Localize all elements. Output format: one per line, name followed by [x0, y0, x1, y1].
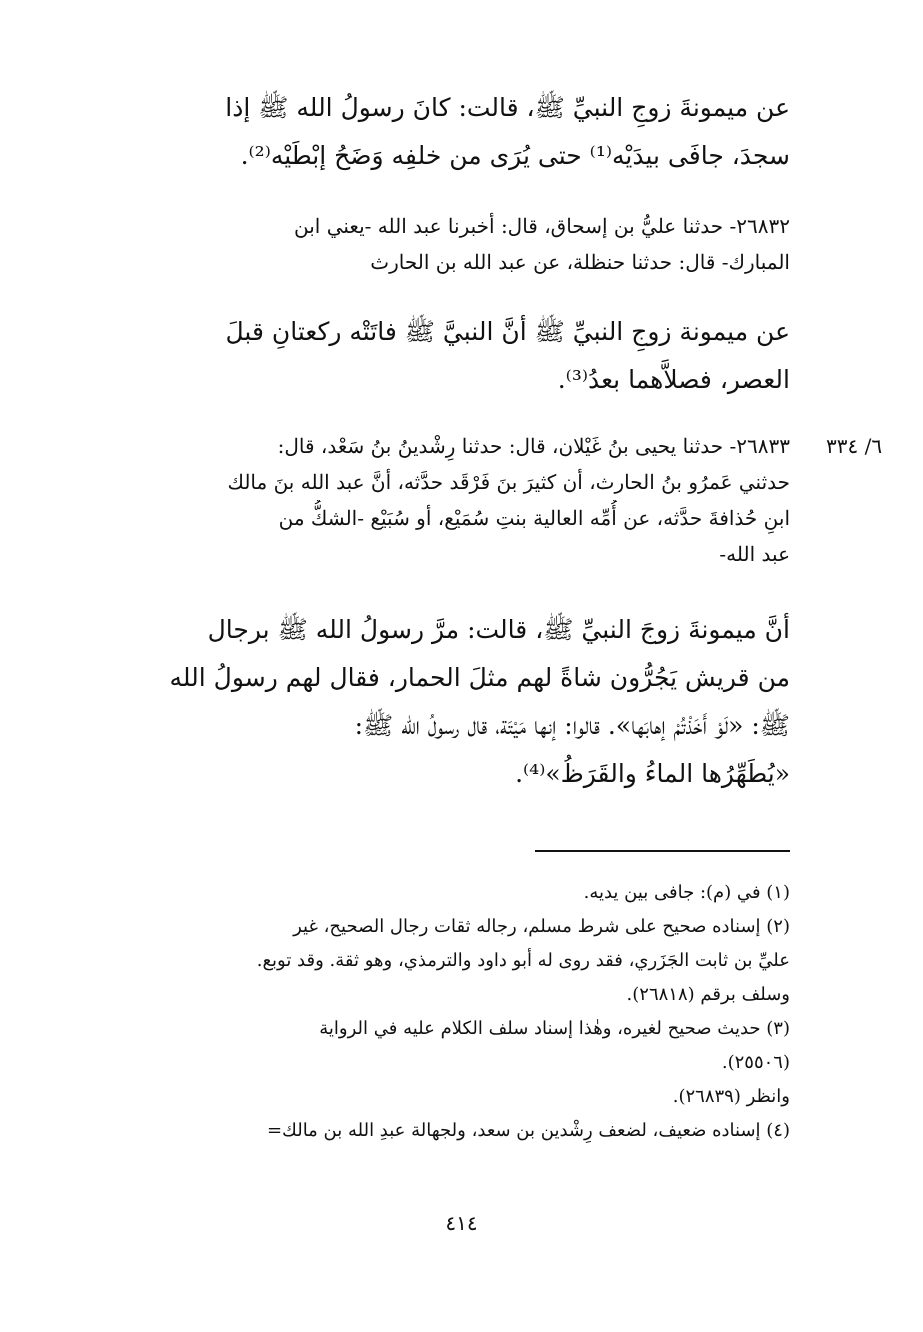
text-line: العصر، فصلاَّهما بعدُ⁽³⁾. — [557, 365, 790, 394]
footnote-3-cont: وانظر (٢٦٨٣٩). — [672, 1086, 790, 1107]
text-line: عن ميمونةَ زوجِ النبيِّ ﷺ، قالت: كانَ رسولُ الله ﷺ إذا — [225, 93, 790, 122]
text-line: عن ميمونة زوجِ النبيِّ ﷺ أنَّ النبيَّ ﷺ فاتَتْه ركعتانِ قبلَ — [225, 317, 790, 346]
footnotes — [82, 876, 790, 1148]
footnote-2: (٢) إسناده صحيح على شرط مسلم، رجاله ثقات رجال الصحيح، غير — [293, 916, 790, 937]
text-line: «يُطَهِّرُها الماءُ والقَرَظُ»⁽⁴⁾. — [515, 759, 790, 788]
text-line: ٢٦٨٣٣- حدثنا يحيى بنُ غَيْلان، قال: حدثنا رِشْدينُ بنُ سَعْد، قال: — [277, 434, 790, 458]
text-line: ﷺ: «لَوْ أَخَذْتُمْ إهابَها». قالوا: إنها مَيْتَة، قال رسولُ الله ﷺ: — [354, 711, 790, 740]
text-line: ابنِ حُذافةَ حدَّثه، عن أُمِّه العالية بنتِ سُمَيْع، أو سُبَيْع -الشكُّ من — [278, 506, 790, 530]
footnote-2-cont: وسلف برقم (٢٦٨١٨). — [626, 984, 790, 1005]
hadith-text-2 — [82, 308, 790, 404]
hadith-text-1 — [82, 84, 790, 180]
footnote-3: (٣) حديث صحيح لغيره، وهٰذا إسناد سلف الكلام عليه في الرواية — [319, 1018, 790, 1039]
text-line: سجدَ، جافَى بيدَيْه⁽¹⁾ حتى يُرَى من خلفِه وَضَحُ إبْطَيْه⁽²⁾. — [240, 141, 790, 170]
text-line: من قريش يَجُرُّون شاةً لهم مثلَ الحمار، فقال لهم رسولُ الله — [169, 663, 790, 692]
isnad-26833 — [82, 428, 790, 572]
footnote-1: (١) في (م): جافى بين يديه. — [583, 882, 790, 903]
footnote-4: (٤) إسناده ضعيف، لضعف رِشْدين بن سعد، ولجهالة عبدِ الله بن مالك= — [266, 1120, 790, 1141]
footnote-separator — [535, 850, 790, 852]
isnad-26832 — [82, 208, 790, 280]
text-line: عبد الله- — [719, 542, 790, 566]
footnote-3-cont: (٢٥٥٠٦). — [721, 1052, 790, 1073]
margin-volume-page-reference: ٦/ ٣٣٤ — [826, 434, 883, 458]
text-line: أنَّ ميمونةَ زوجَ النبيِّ ﷺ، قالت: مرَّ رسولُ الله ﷺ برجال — [207, 615, 790, 644]
text-line: المبارك- قال: حدثنا حنظلة، عن عبد الله بن الحارث — [370, 250, 790, 274]
text-line: حدثني عَمرُو بنُ الحارث، أن كثيرَ بنَ فَرْقَد حدَّثه، أنَّ عبد الله بنَ مالك — [227, 470, 790, 494]
page-number: ٤١٤ — [445, 1211, 478, 1235]
hadith-text-3 — [82, 606, 790, 798]
footnote-2-cont: عليِّ بن ثابت الجَزَري، فقد روى له أبو داود والترمذي، وهو ثقة. وقد توبع. — [256, 950, 790, 971]
text-line: ٢٦٨٣٢- حدثنا عليُّ بن إسحاق، قال: أخبرنا عبد الله -يعني ابن — [294, 214, 790, 238]
